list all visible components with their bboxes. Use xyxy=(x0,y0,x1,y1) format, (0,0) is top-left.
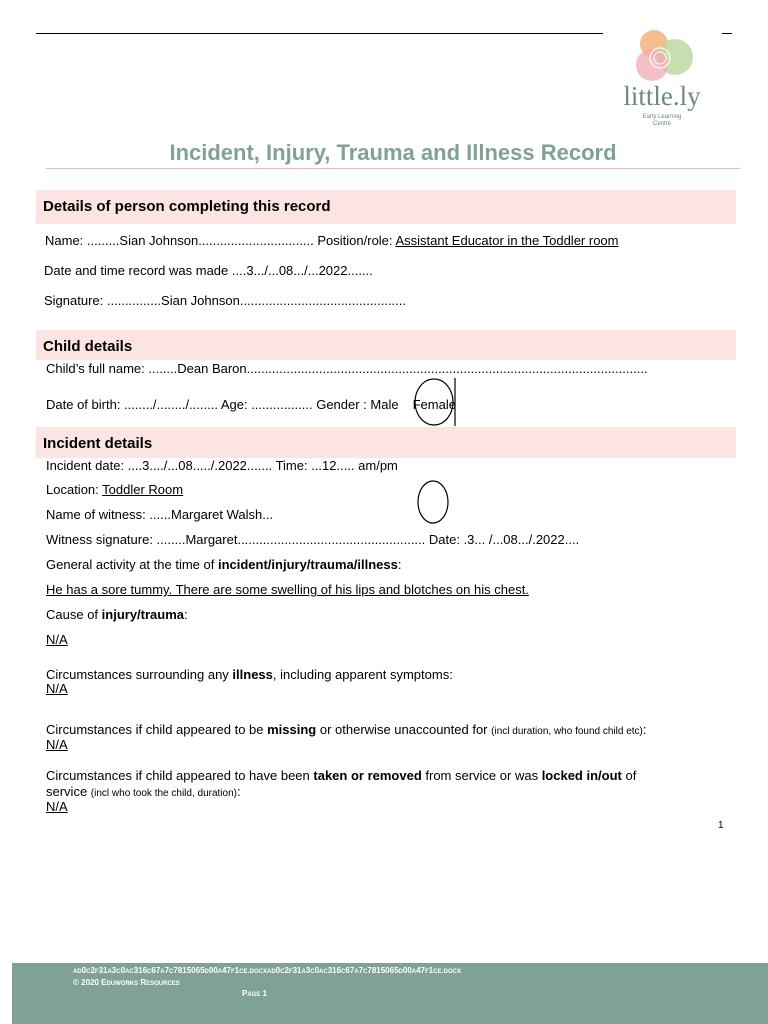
witness-name-line: Name of witness: ......Margaret Walsh... xyxy=(46,507,274,522)
record-date-line: Date and time record was made ....3.../...08.../...2022....... xyxy=(44,263,373,278)
missing-question xyxy=(46,722,647,737)
location-line xyxy=(46,482,183,497)
section-title-incident: Incident details xyxy=(43,435,153,452)
section-title-child: Child details xyxy=(43,338,133,355)
section-header-child xyxy=(36,330,736,360)
activity-bold: incident/injury/trauma/illness xyxy=(217,557,398,572)
cause-question xyxy=(46,607,188,622)
header-rule xyxy=(36,33,603,34)
location-value: Toddler Room xyxy=(102,482,184,497)
signature-line: Signature: ...............Sian Johnson.............................................. xyxy=(44,293,406,308)
dob-age-label: Date of birth: ......../......../........ Age: ................. Gender : xyxy=(46,397,371,412)
gender-female: Female xyxy=(412,397,456,412)
title-rule xyxy=(46,168,740,169)
taken-answer: N/A xyxy=(46,799,68,814)
activity-answer: He has a sore tummy. There are some swelling of his lips and blotches on his chest. xyxy=(46,582,529,597)
logo-graphic xyxy=(604,25,721,133)
taken-bold-2: locked in/out xyxy=(541,768,622,783)
name-label: Name: .........Sian Johnson................................ Position/role: xyxy=(45,233,396,248)
illness-bold: illness xyxy=(232,667,273,682)
ampm-circle-mark xyxy=(414,478,454,528)
incident-date-time-line: Incident date: ....3..../...08...../.2022....... Time: ...12..... am/pm xyxy=(46,458,398,473)
location-label: Location: xyxy=(46,482,103,497)
taken-colon: : xyxy=(236,784,241,799)
footer-copyright: © 2020 Eduworks Resources xyxy=(73,978,180,987)
svg-text:Early Learning: Early Learning xyxy=(642,114,682,120)
illness-question xyxy=(46,667,453,682)
missing-answer: N/A xyxy=(46,737,68,752)
illness-answer: N/A xyxy=(46,681,68,696)
section-header-person xyxy=(36,190,736,224)
footer-page: Page 1 xyxy=(242,989,268,998)
svg-text:Centre: Centre xyxy=(652,121,672,127)
taken-small: (incl who took the child, duration) xyxy=(90,788,237,799)
gender-male: Male xyxy=(370,397,399,412)
cause-post: : xyxy=(184,607,188,622)
little-ly-logo xyxy=(604,25,721,133)
taken-mid: from service or was xyxy=(421,768,542,783)
section-header-incident xyxy=(36,427,736,458)
cause-bold: injury/trauma xyxy=(101,607,185,622)
missing-post: or otherwise unaccounted for xyxy=(316,722,492,737)
missing-pre: Circumstances if child appeared to be xyxy=(46,722,268,737)
name-position-line xyxy=(45,233,618,248)
cause-pre: Cause of xyxy=(46,607,102,622)
header-rule-end xyxy=(722,33,732,34)
witness-signature-line: Witness signature: ........Margaret.................................................... Date: .3... /...08.../.2022.... xyxy=(46,532,580,547)
child-name-line: Child’s full name: ........Dean Baron............................................................................................................... xyxy=(46,361,648,376)
activity-post: : xyxy=(397,557,402,572)
missing-small: (incl duration, who found child etc) xyxy=(491,726,643,737)
taken-question-line2 xyxy=(46,784,241,799)
missing-bold: missing xyxy=(267,722,317,737)
page-number: 1 xyxy=(718,820,724,831)
taken-pre: Circumstances if child appeared to have been xyxy=(46,768,314,783)
footer-band xyxy=(12,963,768,1024)
taken-question-line1 xyxy=(46,768,636,783)
position-value: Assistant Educator in the Toddler room xyxy=(395,233,619,248)
dob-age-gender-line xyxy=(46,397,456,412)
cause-answer: N/A xyxy=(46,632,68,647)
gender-circle-mark xyxy=(412,374,462,430)
taken-line2: service xyxy=(46,784,91,799)
illness-post: , including apparent symptoms: xyxy=(272,667,453,682)
taken-bold-1: taken or removed xyxy=(313,768,422,783)
section-title-person: Details of person completing this record xyxy=(43,198,331,215)
footer-filename: ad0c2f31a3c0ac316c67a7c7815065d00a47f1ce.docxad0c2f31a3c0ac316c67a7c7815065d00a47f1ce.docx xyxy=(73,966,461,975)
activity-pre: General activity at the time of xyxy=(46,557,218,572)
missing-colon: : xyxy=(642,722,647,737)
svg-text:little.ly: little.ly xyxy=(623,81,701,111)
illness-pre: Circumstances surrounding any xyxy=(46,667,233,682)
taken-post: of xyxy=(621,768,637,783)
page-title: Incident, Injury, Trauma and Illness Record xyxy=(169,140,617,165)
activity-question xyxy=(46,557,401,572)
